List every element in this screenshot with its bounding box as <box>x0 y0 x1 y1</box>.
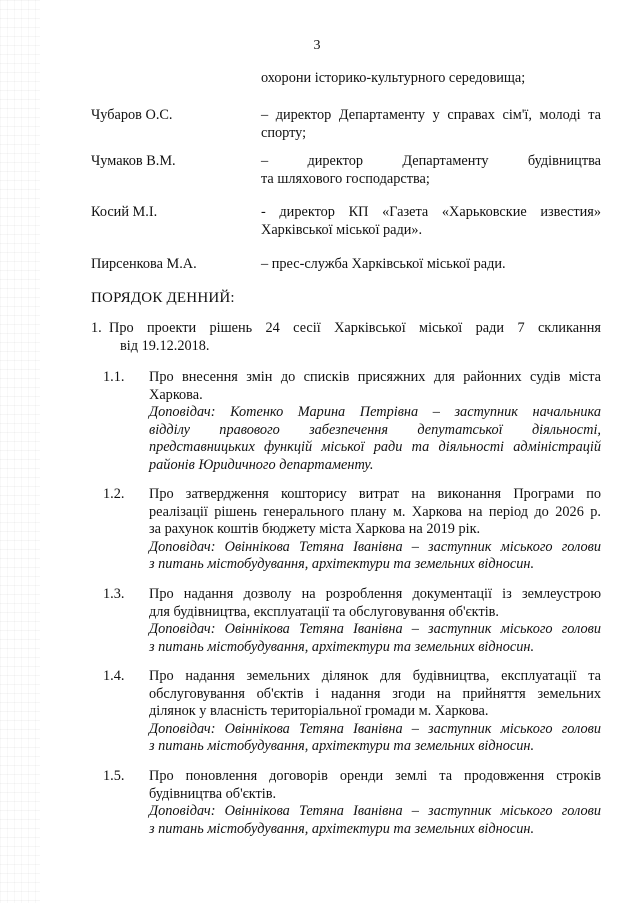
speaker-line: Доповідач: Котенко Марина Петрівна – заступник начальника <box>149 404 601 420</box>
attendee-name: Чубаров О.С. <box>91 107 173 123</box>
title-line: Харкова. <box>149 386 203 403</box>
role-line: – прес-служба Харківської міської ради. <box>261 256 506 272</box>
speaker-line: Доповідач: Овіннікова Тетяна Іванівна – заступник міського голови <box>149 621 601 637</box>
subitem-body <box>149 369 601 474</box>
continuation-line: охорони історико-культурного середовища; <box>261 70 526 86</box>
subitem-number: 1.1. <box>103 369 125 385</box>
subitem-number: 1.5. <box>103 768 125 784</box>
agenda-main-line: від 19.12.2018. <box>120 337 210 354</box>
speaker-line: з питань містобудування, архітектури та земельних відносин. <box>149 820 535 837</box>
attendee-role <box>261 256 601 274</box>
agenda-main-number: 1. <box>91 320 102 336</box>
attendee-role <box>261 204 601 239</box>
scan-edge-noise <box>0 0 40 903</box>
speaker-line: представницьких функцій міської ради та діяльності адміністрацій <box>149 439 601 455</box>
agenda-main-line: Про проекти рішень 24 сесії Харківської міської ради 7 скликання <box>109 320 601 336</box>
title-line: Про надання дозволу на розроблення документації із землеустрою <box>149 586 601 602</box>
role-line: - директор КП «Газета «Харьковские известия» <box>261 204 601 220</box>
speaker-line: з питань містобудування, архітектури та земельних відносин. <box>149 556 535 572</box>
subitem-number: 1.4. <box>103 668 125 684</box>
speaker-line: відділу правового забезпечення депутатської діяльності, <box>149 421 601 438</box>
attendee-name: Пирсенкова М.А. <box>91 256 197 272</box>
speaker-line: Доповідач: Овіннікова Тетяна Іванівна – заступник міського голови <box>149 538 601 555</box>
attendee-role <box>261 153 601 188</box>
attendee-role <box>261 107 601 142</box>
attendee-name: Чумаков В.М. <box>91 153 176 169</box>
title-line: Про поновлення договорів оренди землі та продовження строків <box>149 768 601 784</box>
role-line: та шляхового господарства; <box>261 170 430 187</box>
speaker-line: Доповідач: Овіннікова Тетяна Іванівна – заступник міського голови <box>149 803 601 819</box>
subitem-body <box>149 668 601 756</box>
title-line: обслуговування об'єктів і надання згоди на прийняття земельних <box>149 685 601 702</box>
title-line: ділянок у власність територіальної громади м. Харкова. <box>149 703 489 719</box>
subitem-body <box>149 586 601 656</box>
subitem-body <box>149 486 601 574</box>
title-line: Про затвердження кошторису витрат на виконання Програми по <box>149 486 601 502</box>
title-line: за рахунок коштів бюджету міста Харкова на 2019 рік. <box>149 521 481 537</box>
title-line: Про надання земельних ділянок для будівництва, експлуатації та <box>149 668 601 684</box>
role-line: – директор Департаменту у справах сім'ї, молоді та <box>261 107 601 123</box>
subitem-body <box>149 768 601 838</box>
title-line: Про внесення змін до списків присяжних для районних судів міста <box>149 369 601 385</box>
role-line: Харківської міської ради». <box>261 221 423 238</box>
speaker-line: з питань містобудування, архітектури та земельних відносин. <box>149 738 535 754</box>
subitem-number: 1.3. <box>103 586 125 602</box>
speaker-line: Доповідач: Овіннікова Тетяна Іванівна – заступник міського голови <box>149 720 601 737</box>
attendee-name: Косий М.І. <box>91 204 158 220</box>
speaker-line: районів Юридичного департаменту. <box>149 456 374 473</box>
page-number: 3 <box>313 38 321 53</box>
speaker-line: з питань містобудування, архітектури та земельних відносин. <box>149 638 535 655</box>
role-line: спорту; <box>261 124 307 141</box>
subitem-number: 1.2. <box>103 486 125 502</box>
title-line: будівництва об'єктів. <box>149 785 277 802</box>
role-line: – директор Департаменту будівництва <box>261 153 601 169</box>
title-line: реалізації рішень генерального плану м. Харкова на період до 2026 р. <box>149 503 601 520</box>
agenda-heading: ПОРЯДОК ДЕННИЙ: <box>91 290 235 306</box>
title-line: для будівництва, експлуатації та обслуговування об'єктів. <box>149 603 499 620</box>
